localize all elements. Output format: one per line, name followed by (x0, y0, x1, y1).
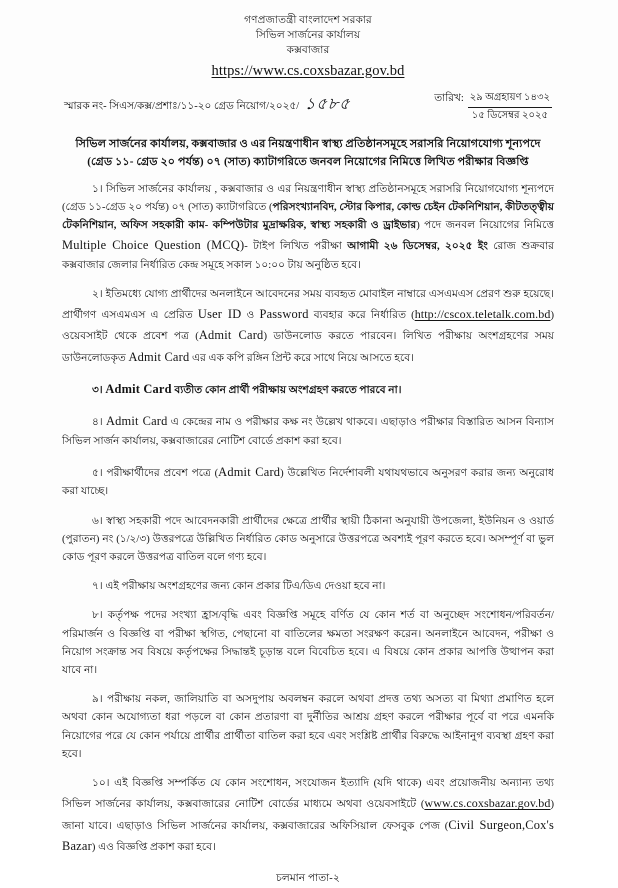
clause-3 (62, 379, 554, 400)
clause-2-admit-card-term-1: Admit Card (198, 328, 264, 343)
clause-8: ৮। কর্তৃপক্ষ পদের সংখ্যা হ্রাস/বৃদ্ধি এবং বিজ্ঞপ্তি সমূহে বর্ণিত যে কোন শর্ত বা অনুচ্ছেদ সংশোধন/পরিবর্তন/পরিমার্জন ও বিজ্ঞপ্তি বা পরীক্ষা স্থগিত, পেছানো বা বাতিলের ক্ষমতা সংরক্ষণ করেন। অনলাইনে আবেদন, পরীক্ষা ও নিয়োগ সংক্রান্ত সব বিষয়ে কর্তৃপক্ষের সিদ্ধান্তই চূড়ান্ত বলে বিবেচিত হবে। এ বিষয়ে কোন প্রকার আপত্তি উত্থাপন করা যাবে না। (62, 610, 554, 677)
teletalk-website-link[interactable]: http://cscox.teletalk.com.bd (414, 307, 551, 322)
clause-5 (62, 462, 554, 502)
clause-5-part-b: ) উল্লেখিত নির্দেশাবলী যথাযথভাবে অনুসরণ করার জন্য অনুরোধ করা যাচ্ছে। (62, 467, 554, 498)
clause-10-part-b: ) জানা যাবে। এছাড়াও সিভিল সার্জনের কার্যালয়, কক্সবাজারের অফিসিয়াল ফেসবুক পেজ ( (62, 799, 554, 832)
date-bengali: ২৯ অগ্রহায়ণ ১৪৩২ (468, 91, 552, 108)
clause-10 (62, 775, 554, 857)
clause-1-mcq-term: Multiple Choice Question (MCQ) (62, 238, 245, 253)
date-gregorian: ১৫ ডিসেম্বর ২০২৫ (471, 109, 548, 121)
clause-5-admit-card-term: Admit Card (218, 464, 281, 479)
clause-2-user-id-term: User ID (197, 307, 242, 322)
memo-date-group (434, 91, 552, 123)
memo-number-label: স্মারক নং- সিএস/কক্স/প্রশাঃ/১১-২০ গ্রেড নিয়োগ/২০২৫/ (64, 101, 300, 113)
clause-4-admit-card-term: Admit Card (105, 414, 168, 429)
clause-2-part-b: ও (241, 310, 260, 322)
clause-2-part-c: ব্যবহার করে নির্ধারিত ( (308, 310, 415, 322)
clause-3-part-b: ব্যতীত কোন প্রার্থী পরীক্ষায় অংশগ্রহণ করতে পারবে না। (171, 385, 402, 397)
clause-3-part-a: ৩। (92, 385, 106, 397)
page-title (62, 136, 554, 171)
clause-10-part-a: ১০। এই বিজ্ঞপ্তি সম্পর্কিত যে কোন সংশোধন, সংযোজন ইত্যাদি (যদি থাকে) এবং প্রয়োজনীয় অন্যান্য তথ্য সিভিল সার্জনের কার্যালয়, কক্সবাজারের নোটিশ বোর্ডের মাধ্যমে অথবা ওয়েবসাইটে ( (62, 778, 554, 811)
government-name: গণপ্রজাতন্ত্রী বাংলাদেশ সরকার (244, 15, 372, 26)
page-title-line-2: গ্রেড ২০ পর্যন্ত) ০৭ (সাত) ক্যাটাগরিতে জনবল নিয়োগের নিমিত্তে লিখিত পরীক্ষার বিজ্ঞপ্তি (136, 155, 529, 168)
clause-2-part-e: ) ডাউনলোড করতে পারবেন। লিখিত পরীক্ষায় অংশগ্রহণের সময় ডাউনলোডকৃত (62, 331, 554, 364)
clause-5-part-a: ৫। পরীক্ষার্থীদের প্রবেশ পত্রে ( (92, 467, 219, 479)
clause-3-admit-card-term: Admit Card (105, 382, 172, 397)
cs-website-link[interactable]: www.cs.coxsbazar.gov.bd (424, 796, 551, 811)
clause-1-exam-date: আগামী ২৬ ডিসেম্বর, ২০২৫ ইং (347, 241, 488, 253)
letterhead (62, 14, 554, 81)
clause-1-part-d: রোজ শুক্রবার কক্সবাজার জেলার নির্ধারিত কেন্দ্র সমূহে সকাল ১০:০০ টায় অনুষ্ঠিত হবে। (62, 241, 554, 271)
clause-2-part-d: ) ওয়েবসাইট থেকে প্রবেশ পত্র ( (62, 310, 554, 343)
clause-list (62, 181, 554, 858)
clause-2 (62, 286, 554, 368)
clause-2-admit-card-term-2: Admit Card (128, 349, 190, 364)
continuation-note: চলমান পাতা-২ (276, 873, 340, 885)
clause-2-password-term: Password (259, 307, 309, 322)
date-stack (468, 91, 552, 123)
office-website-link[interactable]: https://www.cs.coxsbazar.gov.bd (211, 62, 405, 79)
date-label: তারিখ: (434, 93, 464, 105)
clause-1 (62, 181, 554, 275)
clause-7: ৭। এই পরীক্ষায় অংশগ্রহণের জন্য কোন প্রকার টিএ/ডিএ দেওয়া হবে না। (92, 581, 386, 593)
clause-2-part-a: ২। ইতিমধ্যে যোগ্য প্রার্থীদের অনলাইনে আবেদনের সময় ব্যবহৃত মোবাইল নাম্বারে এসএমএস প্রেরণ শুরু হয়েছে। প্রার্থীগণ এসএমএস এ প্রেরিত (62, 288, 554, 322)
clause-6: ৬। স্বাস্থ্য সহকারী পদে আবেদনকারী প্রার্থীদের ক্ষেত্রে প্রার্থীর স্থায়ী ঠিকানা অনুযায়ী উপজেলা, ইউনিয়ন ও ওয়ার্ড (পুরাতন) নং (১/২/৩) উত্তরপত্রে উল্লিখিত নির্ধারিত কোড অনুসারে উত্তরপত্রে অবশ্যই পূরণ করতে হবে। অসম্পূর্ণ বা ভুল কোড পূরণ করলে উত্তরপত্র বাতিল বলে গণ্য হবে। (62, 515, 554, 563)
memo-number-group (64, 91, 351, 118)
clause-2-part-f: এর এক কপি রঙ্গিন প্রিন্ট করে সাথে নিয়ে আসতে হবে। (189, 352, 414, 364)
clause-9: ৯। পরীক্ষায় নকল, জালিয়াতি বা অসদুপায় অবলম্বন করলে অথবা প্রদত্ত তথ্য অসত্য বা মিথ্যা প্রমাণিত হলে অথবা কোন অযোগ্যতা ধরা পড়লে বা কোন প্রতারণা বা দুর্নীতির আশ্রয় গ্রহণ করলে পরীক্ষার পূর্বে বা পরে এমনকি নিয়োগের পরে যে কোন পর্যায়ে প্রার্থীর প্রার্থীতা বাতিল করা হবে এবং সংশ্লিষ্ট প্রার্থীর বিরুদ্ধে আইনানুগ ব্যবস্থা গ্রহণ করা হবে। (62, 694, 554, 760)
memo-number-handwritten: ১৫৮৫ (304, 96, 352, 114)
clause-1-part-b: ) পদে জনবল নিয়োগের নিমিত্তে (416, 220, 554, 232)
clause-10-part-c: ) এও বিজ্ঞপ্তি প্রকাশ করা হবে। (91, 841, 216, 853)
facebook-page-name: Civil Surgeon,Cox's Bazar (62, 817, 555, 853)
memo-row (62, 91, 554, 123)
clause-4-part-a: ৪। (92, 417, 106, 429)
clause-4 (62, 411, 554, 451)
clause-1-categories: পরিসংখ্যানবিদ, স্টোর কিপার, কোল্ড চেইন টেকনিশিয়ান, কীটতত্ত্বীয় টেকনিশিয়ান, অফিস সহকারী কাম- কম্পিউটার মুদ্রাক্ষরিক, স্বাস্থ্য সহকারী ও ড্রাইভার (62, 201, 555, 232)
clause-1-part-a: ১। সিভিল সার্জনের কার্যালয় , কক্সবাজার ও এর নিয়ন্ত্রণাধীন স্বাস্থ্য প্রতিষ্ঠানসমূহে সরাসরি নিয়োগযোগ্য শূন্যপদে (গ্রেড ১১-গ্রেড ২০ পর্যন্ত) ০৭ (সাত) ক্যাটাগরিতে ( (62, 183, 554, 213)
office-location: কক্সবাজার (286, 44, 330, 56)
page-title-line-1: সিভিল সার্জনের কার্যালয়, কক্সবাজার ও এর নিয়ন্ত্রণাধীন স্বাস্থ্য প্রতিষ্ঠানসমূহে সরাসরি নিয়োগযোগ্য শূন্যপদে (গ্রেড ১১- (75, 138, 541, 168)
office-name: সিভিল সার্জনের কার্যালয় (255, 29, 361, 41)
clause-4-part-b: এ কেন্দ্রের নাম ও পরীক্ষার কক্ষ নং উল্লেখ থাকবে। এছাড়াও পরীক্ষার বিস্তারিত আসন বিন্যাস সিভিল সার্জন কার্যালয়, কক্সবাজারের নোটিশ বোর্ডে প্রকাশ করা হবে। (62, 417, 555, 447)
clause-1-part-c: - টাইপ লিখিত পরীক্ষা (244, 241, 348, 253)
